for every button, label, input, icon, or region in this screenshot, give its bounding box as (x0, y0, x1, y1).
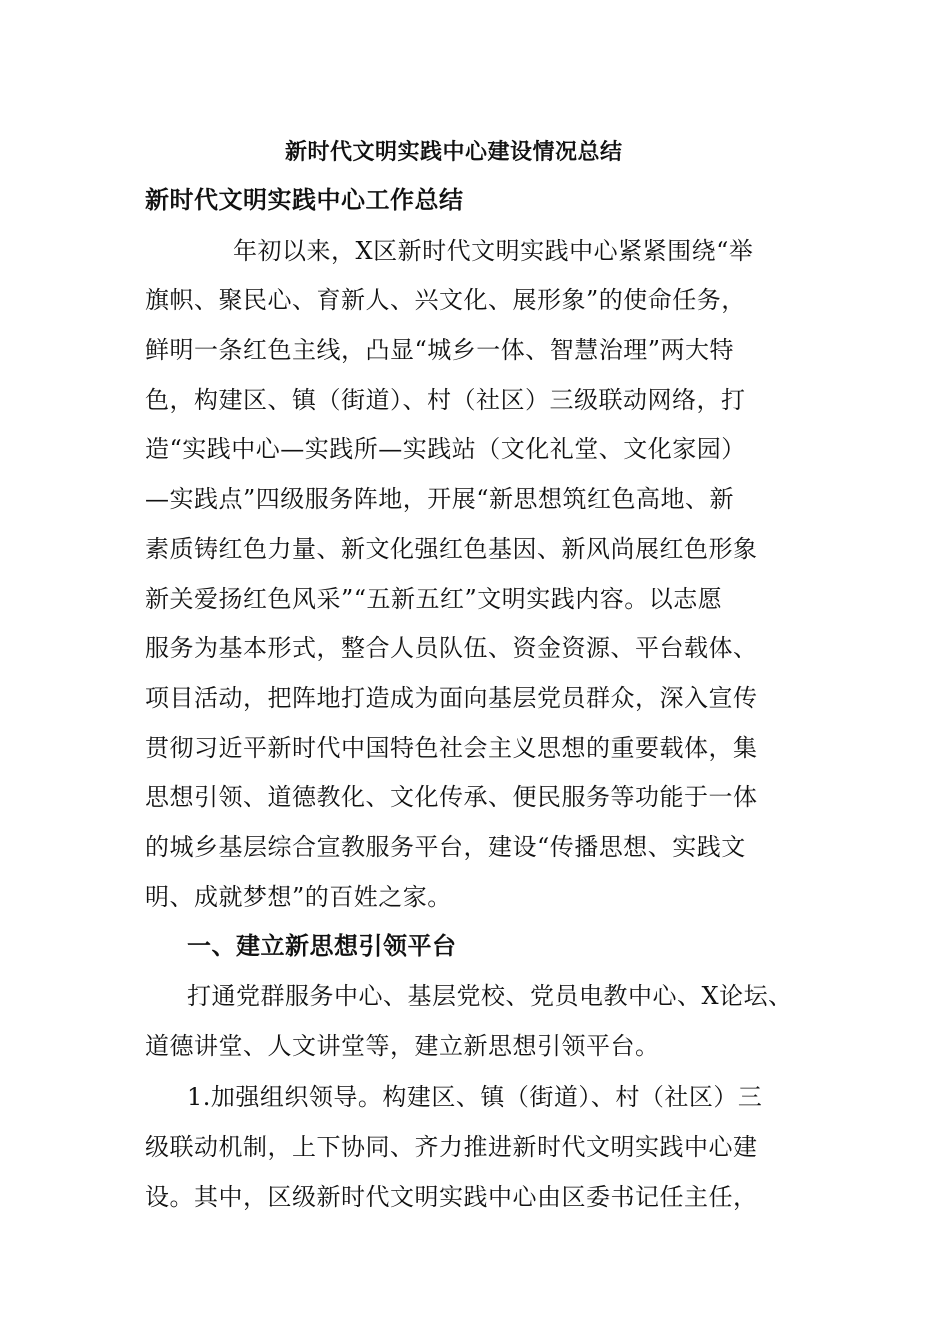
document-title: 新时代文明实践中心建设情况总结 (285, 139, 623, 165)
paragraph-line: 的城乡基层综合宣教服务平台，建设“传播思想、实践文 (145, 833, 746, 861)
paragraph-line: 年初以来，X区新时代文明实践中心紧紧围绕“举 (233, 237, 754, 265)
paragraph-line: 道德讲堂、人文讲堂等，建立新思想引领平台。 (145, 1032, 660, 1060)
paragraph-line: 1.加强组织领导。构建区、镇（街道）、村（社区）三 (187, 1083, 763, 1111)
paragraph-line: 打通党群服务中心、基层党校、党员电教中心、X论坛、 (187, 982, 793, 1010)
paragraph-line: 鲜明一条红色主线，凸显“城乡一体、智慧治理”两大特 (145, 336, 735, 364)
paragraph-line: —实践点”四级服务阵地，开展“新思想筑红色高地、新 (145, 485, 735, 513)
paragraph-line: 思想引领、道德教化、文化传承、便民服务等功能于一体 (145, 783, 758, 811)
paragraph-line: 旗帜、聚民心、育新人、兴文化、展形象”的使命任务， (145, 286, 746, 314)
paragraph-line: 贯彻习近平新时代中国特色社会主义思想的重要载体，集 (145, 734, 758, 762)
paragraph-line: 明、成就梦想”的百姓之家。 (145, 883, 452, 911)
paragraph-line: 素质铸红色力量、新文化强红色基因、新风尚展红色形象 (145, 535, 758, 563)
paragraph-line: 造“实践中心—实践所—实践站（文化礼堂、文化家园） (145, 435, 746, 463)
section-heading: 一、建立新思想引领平台 (187, 931, 457, 960)
paragraph-line: 级联动机制，上下协同、齐力推进新时代文明实践中心建 (145, 1133, 758, 1161)
document-subtitle: 新时代文明实践中心工作总结 (145, 185, 464, 214)
paragraph-line: 服务为基本形式，整合人员队伍、资金资源、平台载体、 (145, 634, 758, 662)
paragraph-line: 项目活动，把阵地打造成为面向基层党员群众，深入宣传 (145, 684, 758, 712)
paragraph-line: 色，构建区、镇（街道）、村（社区）三级联动网络，打 (145, 386, 746, 414)
paragraph-line: 设。其中，区级新时代文明实践中心由区委书记任主任， (145, 1183, 758, 1211)
paragraph-line: 新关爱扬红色风采”“五新五红”文明实践内容。以志愿 (145, 585, 723, 613)
